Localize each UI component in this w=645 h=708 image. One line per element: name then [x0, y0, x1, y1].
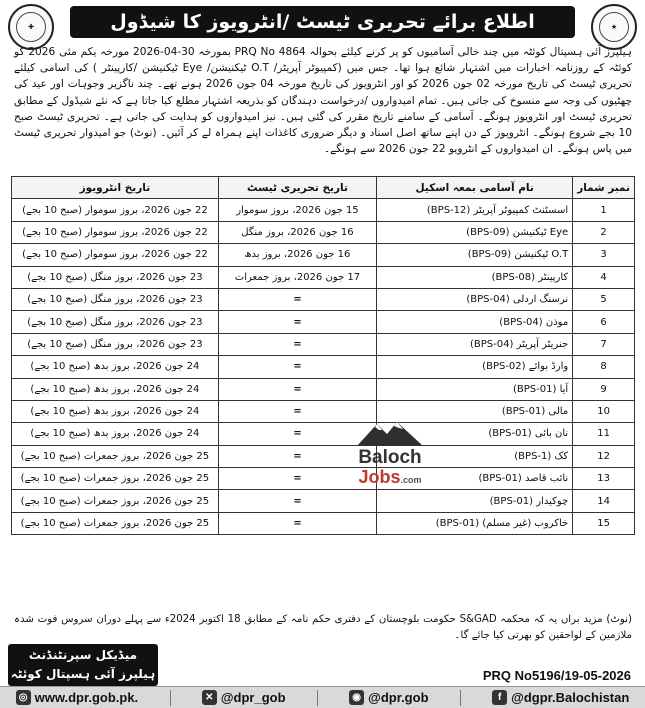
table-row — [12, 512, 635, 534]
cell-interview-date: 25 جون 2026، بروز جمعرات (صبح 10 بجے) — [12, 445, 219, 467]
cell-serial: 3 — [573, 244, 635, 266]
table-row — [12, 423, 635, 445]
cell-test-date: = — [218, 400, 376, 422]
watermark-line2-text: Jobs — [358, 467, 401, 487]
footer-instagram[interactable] — [349, 690, 428, 705]
table-row — [12, 244, 635, 266]
table-row — [12, 490, 635, 512]
cell-test-date: = — [218, 333, 376, 355]
footer-divider — [460, 690, 461, 706]
note-paragraph: (نوٹ) مزید براں یہ کہ محکمہ S&GAD حکومت بلوچستان کے دفتری حکم نامہ کے مطابق 18 اکتوبر 2024ء سے پہلے دوران سروس فوت شدہ ملازمین کے لواحقین کو بھرتی کیا جائے گا۔ — [14, 614, 632, 641]
cell-serial: 4 — [573, 266, 635, 288]
header-serial: نمبر شمار — [573, 177, 635, 199]
cell-serial: 12 — [573, 445, 635, 467]
cell-serial: 9 — [573, 378, 635, 400]
cell-serial: 1 — [573, 199, 635, 221]
watermark-line1: Baloch — [358, 447, 422, 468]
cell-test-date: 15 جون 2026، بروز سوموار — [218, 199, 376, 221]
intro-paragraph: ہیلپرز آئی ہسپتال کوئٹہ میں چند خالی آسامیوں کو پر کرنے کیلئے بحوالہ PRQ No 4864 بمورخہ 30-04-2026 مورخہ یکم مئی 2026 کو کوئٹہ کے روزنامہ اخبارات میں اشتہار شائع ہوا تھا۔ جس میں (کمپیوٹر آپریٹر/ O.T ٹیکنیشن/ Eye ٹیکنیشن /کارپینٹر ) کی اسامی کیلئے تحریری ٹیسٹ کی تاریخ مورخہ 02 جون 2026 کو اور انٹرویوز کی تاریخ مورخہ 04 جون 2026 ہونے تھے۔ چند ناگزیر وجوہات اور عید کی چھٹیوں کی وجہ سے منسوخ کی جاتی ہیں۔ تمام امیدواروں /درخواست دہندگان کو بذریعہ اشتہار مطلع کیا جاتا ہے کہ نئے شیڈول کے مطابق تحریری ٹیسٹ اور انٹرویوز ہونگے۔ آسامی کے سامنے تاریخ مقرر کی گئی ہیں۔ نیز امیدواروں کو ہدایت کی جاتی ہے۔ تحریری ٹیسٹ صبح 10 بجے شروع ہونگے۔ انٹرویوز کے دن اپنے ساتھ اصل اسناد و دیگر ضروری کاغذات اپنے ہمراہ لے کر آئیں۔ (نوٹ) جو امیدوار تحریری ٹیسٹ میں پاس ہونگے۔ ان امیدواروں کے انٹرویو 22 جون 2026 سے ہونگے۔ — [14, 46, 633, 156]
cell-test-date: = — [218, 423, 376, 445]
watermark-line2 — [345, 468, 435, 489]
footer-divider — [170, 690, 171, 706]
prq-number: PRQ No5196/19-05-2026 — [482, 668, 631, 683]
table-row — [12, 445, 635, 467]
footer-twitter-text: @dpr_gob — [220, 690, 286, 705]
mountain-icon — [355, 418, 425, 448]
table-row — [12, 468, 635, 490]
signature-block — [8, 644, 158, 686]
cell-interview-date: 22 جون 2026، بروز سوموار (صبح 10 بجے) — [12, 244, 219, 266]
cell-interview-date: 23 جون 2026، بروز منگل (صبح 10 بجے) — [12, 266, 219, 288]
cell-post: O.T ٹیکنیشن (BPS-09) — [377, 244, 573, 266]
header-test-date: تاریخ تحریری ٹیسٹ — [218, 177, 376, 199]
cell-test-date: 16 جون 2026، بروز منگل — [218, 221, 376, 243]
footer-instagram-text: @dpr.gob — [368, 690, 429, 705]
table-row — [12, 221, 635, 243]
cell-interview-date: 23 جون 2026، بروز منگل (صبح 10 بجے) — [12, 333, 219, 355]
cell-test-date: = — [218, 512, 376, 534]
signature-title: میڈیکل سپرنٹنڈنٹ — [28, 648, 138, 662]
footer-twitter[interactable] — [202, 690, 286, 705]
cell-serial: 6 — [573, 311, 635, 333]
footer-bar — [0, 686, 645, 708]
cell-test-date: = — [218, 288, 376, 310]
table-row — [12, 356, 635, 378]
watermark-logo — [345, 418, 435, 496]
instagram-icon: ◉ — [349, 690, 364, 705]
footer-facebook[interactable] — [492, 690, 629, 705]
table-row — [12, 288, 635, 310]
cell-post: اسسٹنٹ کمپیوٹر آپریٹر (BPS-12) — [377, 199, 573, 221]
cell-interview-date: 25 جون 2026، بروز جمعرات (صبح 10 بجے) — [12, 512, 219, 534]
cell-test-date: = — [218, 490, 376, 512]
schedule-table — [11, 176, 635, 535]
cell-test-date: = — [218, 445, 376, 467]
cell-interview-date: 23 جون 2026، بروز منگل (صبح 10 بجے) — [12, 288, 219, 310]
cell-post: کک (BPS-1) — [377, 445, 573, 467]
cell-serial: 7 — [573, 333, 635, 355]
table-row — [12, 266, 635, 288]
cell-interview-date: 25 جون 2026، بروز جمعرات (صبح 10 بجے) — [12, 468, 219, 490]
cell-post: مالی (BPS-01) — [377, 400, 573, 422]
table-header-row — [12, 177, 635, 199]
table-row — [12, 311, 635, 333]
cell-test-date: = — [218, 311, 376, 333]
globe-icon: ◎ — [16, 690, 31, 705]
cell-post: نان بائی (BPS-01) — [377, 423, 573, 445]
footer-website[interactable] — [16, 690, 139, 705]
cell-serial: 8 — [573, 356, 635, 378]
table-row — [12, 199, 635, 221]
cell-serial: 13 — [573, 468, 635, 490]
signature-office: ہیلپرز آئی ہسپتال کوئٹہ — [10, 667, 156, 681]
cell-test-date: = — [218, 468, 376, 490]
footer-divider — [317, 690, 318, 706]
cell-interview-date: 24 جون 2026، بروز بدھ (صبح 10 بجے) — [12, 356, 219, 378]
cell-interview-date: 24 جون 2026، بروز بدھ (صبح 10 بجے) — [12, 423, 219, 445]
government-seal-icon: ★ — [599, 12, 629, 42]
cell-serial: 15 — [573, 512, 635, 534]
cell-post: موذن (BPS-04) — [377, 311, 573, 333]
cell-test-date: = — [218, 356, 376, 378]
cell-post: وارڈ بوائے (BPS-02) — [377, 356, 573, 378]
cell-serial: 10 — [573, 400, 635, 422]
notice-title: اطلاع برائے تحریری ٹیسٹ /انٹرویوز کا شیڈول — [70, 6, 575, 38]
table-row — [12, 333, 635, 355]
table-row — [12, 400, 635, 422]
cell-serial: 11 — [573, 423, 635, 445]
cell-interview-date: 23 جون 2026، بروز منگل (صبح 10 بجے) — [12, 311, 219, 333]
cell-test-date: 17 جون 2026، بروز جمعرات — [218, 266, 376, 288]
cell-post: جنریٹر آپریٹر (BPS-04) — [377, 333, 573, 355]
watermark-suffix: .com — [400, 475, 422, 485]
cell-interview-date: 24 جون 2026، بروز بدھ (صبح 10 بجے) — [12, 400, 219, 422]
cell-interview-date: 25 جون 2026، بروز جمعرات (صبح 10 بجے) — [12, 490, 219, 512]
facebook-icon: f — [492, 690, 507, 705]
hospital-seal-icon: ✚ — [16, 12, 46, 42]
cell-test-date: = — [218, 378, 376, 400]
cell-serial: 5 — [573, 288, 635, 310]
cell-serial: 2 — [573, 221, 635, 243]
cell-post: آیا (BPS-01) — [377, 378, 573, 400]
cell-post: Eye ٹیکنیشن (BPS-09) — [377, 221, 573, 243]
cell-interview-date: 24 جون 2026، بروز بدھ (صبح 10 بجے) — [12, 378, 219, 400]
footer-facebook-text: @dgpr.Balochistan — [511, 690, 630, 705]
cell-interview-date: 22 جون 2026، بروز سوموار (صبح 10 بجے) — [12, 221, 219, 243]
cell-post: چوکیدار (BPS-01) — [377, 490, 573, 512]
cell-test-date: 16 جون 2026، بروز بدھ — [218, 244, 376, 266]
cell-serial: 14 — [573, 490, 635, 512]
header-interview-date: تاریخ انٹرویوز — [12, 177, 219, 199]
cell-interview-date: 22 جون 2026، بروز سوموار (صبح 10 بجے) — [12, 199, 219, 221]
cell-post: خاکروب (غیر مسلم) (BPS-01) — [377, 512, 573, 534]
cell-post: نرسنگ اردلی (BPS-04) — [377, 288, 573, 310]
footer-website-text: www.dpr.gob.pk. — [34, 690, 139, 705]
header-post: نام آسامی بمعہ اسکیل — [377, 177, 573, 199]
table-row — [12, 378, 635, 400]
twitter-icon: ✕ — [202, 690, 217, 705]
cell-post: نائب قاصد (BPS-01) — [377, 468, 573, 490]
cell-post: کارپینٹر (BPS-08) — [377, 266, 573, 288]
